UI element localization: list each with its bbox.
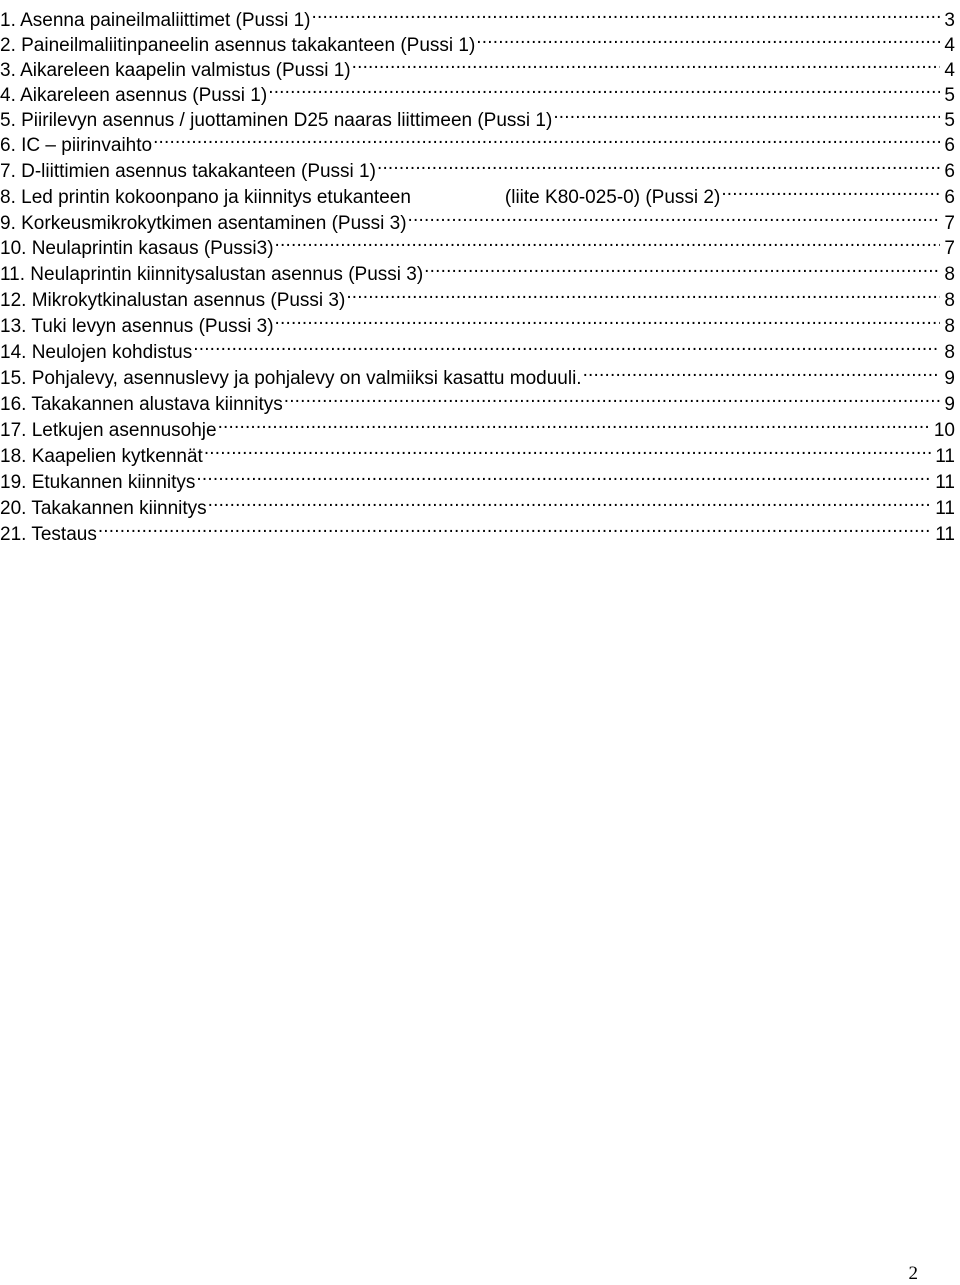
toc-entry-page: 8 [944,342,955,363]
toc-entry[interactable] [0,462,955,493]
toc-dot-leader [283,384,941,410]
toc-dot-leader [217,410,930,436]
toc-entry[interactable] [0,410,955,441]
toc-entry[interactable] [0,125,955,156]
toc-entry[interactable] [0,0,955,31]
toc-entry[interactable] [0,384,955,415]
toc-dot-leader [207,488,932,514]
toc-entry[interactable] [0,203,955,234]
toc-dot-leader [351,50,941,76]
toc-entry-label: 6. IC – piirinvaihto [0,135,153,156]
toc-entry-page: 9 [944,394,955,415]
toc-dot-leader [195,462,931,488]
toc-dot-leader [582,358,941,384]
toc-entry-label: 10. Neulaprintin kasaus (Pussi3) [0,238,274,259]
toc-entry-page: 10 [933,420,955,441]
toc-dot-leader [720,177,940,203]
toc-dot-leader [274,306,941,332]
toc-entry-page: 8 [944,290,955,311]
toc-dot-leader [552,100,940,126]
toc-entry-label: 12. Mikrokytkinalustan asennus (Pussi 3) [0,290,346,311]
toc-entry-label: 4. Aikareleen asennus (Pussi 1) [0,85,268,106]
toc-entry-page: 5 [944,85,955,106]
toc-entry-page: 8 [944,264,955,285]
toc-dot-leader [345,280,940,306]
toc-entry-page: 11 [935,498,955,519]
toc-entry[interactable] [0,436,955,467]
toc-entry-page: 11 [935,472,955,493]
toc-dot-leader [310,0,940,26]
toc-entry-page: 11 [935,446,955,467]
toc-entry[interactable] [0,514,955,545]
toc-dot-leader [192,332,940,358]
toc-entry[interactable] [0,100,955,131]
toc-entry[interactable] [0,332,955,363]
toc-entry[interactable] [0,151,955,182]
toc-entry-label: 2. Paineilmaliitinpaneelin asennus takakanteen (Pussi 1) [0,35,476,56]
toc-entry-label: 9. Korkeusmikrokytkimen asentaminen (Pussi 3) [0,213,407,234]
toc-dot-leader [475,25,940,51]
toc-entry-page: 3 [944,10,955,31]
toc-dot-leader [203,436,931,462]
toc-dot-leader [274,228,941,254]
toc-dot-leader [407,203,941,229]
toc-entry-page: 4 [944,60,955,81]
toc-entry-label: 8. Led printin kokoonpano ja kiinnitys etukanteen [0,187,411,208]
toc-entry-page: 11 [935,524,955,545]
toc-entry[interactable] [0,75,955,106]
toc-entry-label-continued: (liite K80-025-0) (Pussi 2) [504,187,721,208]
toc-dot-leader [267,75,940,101]
toc-entry-label: 13. Tuki levyn asennus (Pussi 3) [0,316,274,337]
toc-entry-label: 7. D-liittimien asennus takakanteen (Pussi 1) [0,161,376,182]
toc-dot-leader [376,151,940,177]
toc-dot-leader [97,514,931,540]
toc-entry-label: 18. Kaapelien kytkennät [0,446,203,467]
toc-entry-label: 3. Aikareleen kaapelin valmistus (Pussi 1) [0,60,351,81]
toc-entry-label: 19. Etukannen kiinnitys [0,472,196,493]
toc-entry[interactable] [0,488,955,519]
toc-entry-label: 17. Letkujen asennusohje [0,420,217,441]
toc-dot-leader [152,125,940,151]
toc-entry[interactable] [0,358,955,389]
toc-entry-page: 5 [944,110,955,131]
toc-entry[interactable] [0,254,955,285]
toc-entry-page: 6 [944,135,955,156]
toc-entry-label: 5. Piirilevyn asennus / juottaminen D25 naaras liittimeen (Pussi 1) [0,110,553,131]
toc-entry-page: 4 [944,35,955,56]
toc-entry[interactable] [0,177,955,208]
toc-entry-label: 15. Pohjalevy, asennuslevy ja pohjalevy on valmiiksi kasattu moduuli. [0,368,582,389]
toc-entry-page: 6 [944,161,955,182]
toc-entry[interactable] [0,280,955,311]
toc-entry-label: 14. Neulojen kohdistus [0,342,193,363]
toc-entry-label: 1. Asenna paineilmaliittimet (Pussi 1) [0,10,311,31]
toc-entry[interactable] [0,25,955,56]
toc-entry-page: 8 [944,316,955,337]
toc-entry-label: 11. Neulaprintin kiinnitysalustan asennus (Pussi 3) [0,264,424,285]
page-number: 2 [908,1263,918,1284]
toc-entry-label: 16. Takakannen alustava kiinnitys [0,394,283,415]
toc-entry-page: 9 [944,368,955,389]
toc-entry[interactable] [0,228,955,259]
toc-entry-page: 7 [944,213,955,234]
toc-entry-label: 21. Testaus [0,524,97,545]
toc-entry-page: 7 [944,238,955,259]
toc-dot-leader [423,254,940,280]
toc-entry[interactable] [0,306,955,337]
toc-entry-label: 20. Takakannen kiinnitys [0,498,207,519]
toc-entry-page: 6 [944,187,955,208]
toc-entry[interactable] [0,50,955,81]
